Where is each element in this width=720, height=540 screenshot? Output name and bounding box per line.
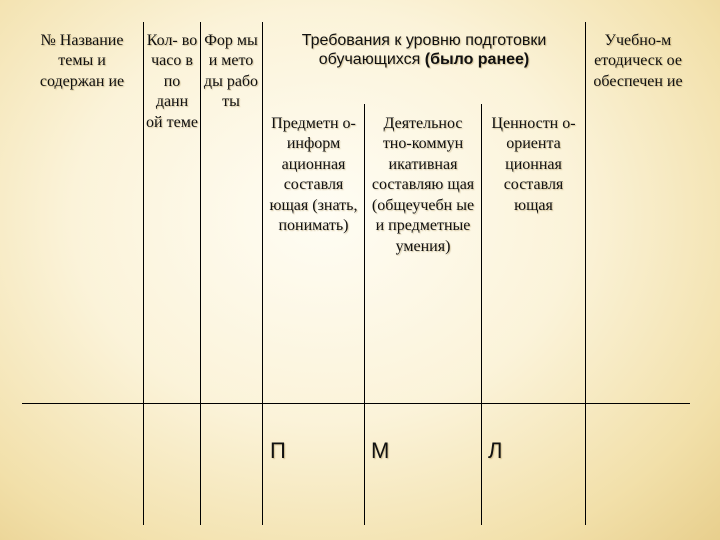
column-divider-6	[585, 22, 586, 525]
header-number-topic: № Название темы и содержан ие	[39, 32, 125, 90]
header-hours: Кол- во часо в по данн ой теме	[146, 32, 198, 131]
letter-p: П	[270, 438, 286, 463]
column-divider-4	[364, 104, 365, 525]
column-divider-5	[481, 104, 482, 525]
header-requirements-text: Требования к уровню подготовки обучающихся	[301, 32, 547, 69]
header-requirements	[266, 31, 582, 69]
subheader-subject: Предметн о-информ ационная составля ющая (знать, понимать)	[269, 115, 358, 235]
header-requirements-emphasis: (было ранее)	[424, 51, 530, 69]
column-divider-3	[262, 22, 263, 525]
subheader-activity: Деятельнос тно-коммун икативная составляю щая (общеучебн ые и предметные умения)	[371, 115, 475, 255]
header-methodical: Учебно-м етодическ ое обеспечен ие	[593, 32, 683, 90]
subheader-value: Ценностн о-ориента ционная составля ющая	[491, 115, 576, 214]
letter-l: Л	[488, 438, 503, 463]
column-divider-2	[200, 22, 201, 525]
header-forms: Фор мы и мето ды рабо ты	[203, 32, 259, 111]
letter-m: М	[371, 438, 390, 463]
row-divider	[22, 403, 690, 404]
column-divider-1	[143, 22, 144, 525]
